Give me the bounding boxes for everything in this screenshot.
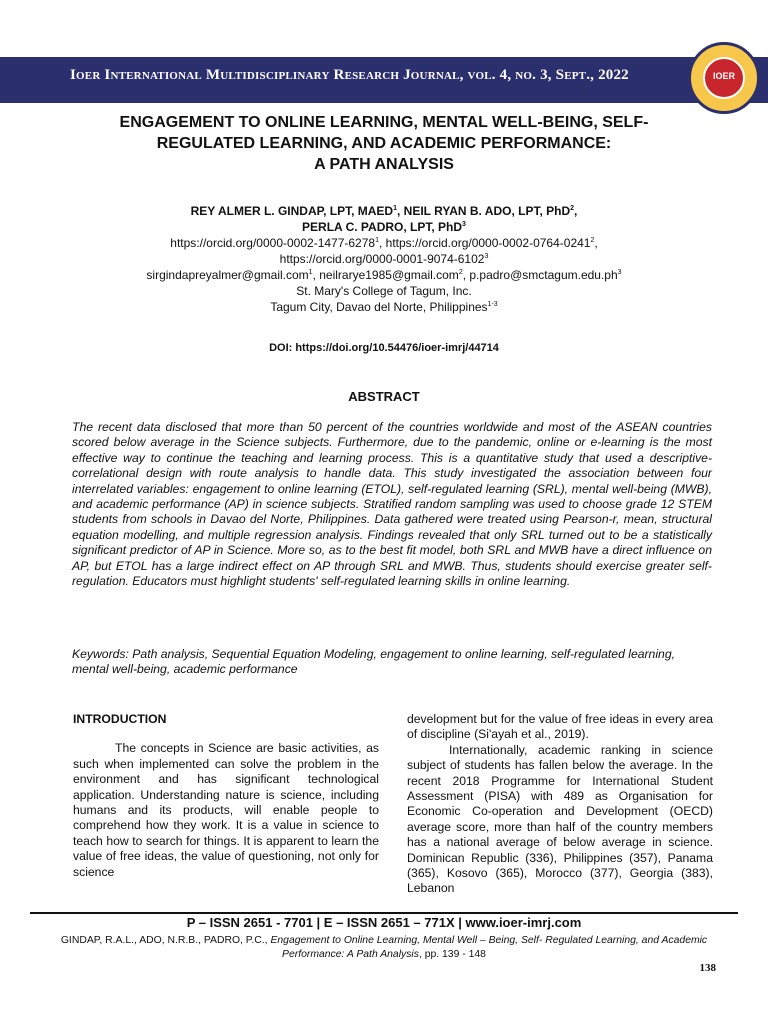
orcid-line-2: https://orcid.org/0000-0001-9074-6102$^3$ [279, 252, 489, 266]
location: Tagum City, Davao del Norte, Philippines$^{1-3}$ [270, 300, 498, 314]
paper-title [60, 112, 708, 175]
intro-paragraph-1-continued: development but for the value of free ideas in every area of discipline (Si'ayah et al., 2019). [407, 712, 713, 742]
issn-line: P – ISSN 2651 - 7701 | E – ISSN 2651 – 771X | www.ioer-imrj.com [186, 915, 582, 930]
journal-title: Ioer International Multidisciplinary Research Journal, vol. 4, no. 3, Sept., 2022 [70, 67, 629, 83]
email-link-1[interactable]: sirgindapreyalmer@gmail.com [146, 268, 309, 282]
author-block [40, 203, 728, 315]
title-line-3: A PATH ANALYSIS [314, 156, 454, 173]
orcid-link-2[interactable]: https://orcid.org/0000-0002-0764-0241 [385, 236, 591, 250]
email-line: sirgindapreyalmer@gmail.com$^1$, neilrarye1985@gmail.com$^2$, $p.padro@smctagum.edu.ph^3$ [146, 268, 622, 282]
title-line-2: REGULATED LEARNING, AND ACADEMIC PERFORMANCE: [156, 135, 612, 152]
title-line-1: ENGAGEMENT TO ONLINE LEARNING, MENTAL WELL-BEING, SELF- [119, 114, 649, 131]
author-line-1: REY ALMER L. GINDAP, LPT, MAED$^1$, NEIL RYAN B. ADO, LPT, PhD$^2$, [190, 204, 578, 218]
keywords: Keywords: Path analysis, Sequential Equation Modeling, engagement to online learning, self-regulated learning, mental well-being, academic performance [72, 647, 675, 677]
intro-paragraph-1: The concepts in Science are basic activities, as such when implemented can solve the problem in the environment and has significant technological application. Understanding nature is science, including humans and its products, will enable people to comprehend how they work. It is a value in science to teach how to search for things. It is apparent to learn the value of free ideas, the value of questioning, not only for science [73, 741, 379, 879]
institution: St. Mary's College of Tagum, Inc. [296, 284, 472, 298]
abstract-heading: ABSTRACT [348, 389, 420, 404]
footer-divider [30, 912, 738, 914]
abstract-body: The recent data disclosed that more than 50 percent of the countries worldwide and most of the ASEAN countries scored below average in the Science subjects. Furthermore, due to the pandemic, online or e-learning is the most effective way to continue the teaching and learning process. This is a quantitative study that used a descriptive-correlational design with route analysis to handle data. This study investigated the association between four interrelated variables: engagement to online learning (ETOL), self-regulated learning (SRL), mental well-being (MWB), and academic performance (AP) in science subjects. Stratified random sampling was used to choose grade 12 STEM students from schools in Davao del Norte, Philippines. Data gathered were treated using Pearson-r, mean, structural equation modelling, and multiple regression analysis. Findings revealed that only SRL turned out to be a statistically significant predictor of AP in Science. More so, as to the best fit model, both SRL and MWB have a direct influence on AP, but ETOL has a large indirect effect on AP through SRL and MWB. Thus, students should exercise greater self-regulation. Educators must highlight students' self-regulated learning skills in online learning. [72, 420, 712, 589]
orcid-link-3[interactable]: https://orcid.org/0000-0001-9074-6102 [279, 252, 485, 266]
email-link-3[interactable]: , p.padro@smctagum.edu.ph [462, 268, 618, 282]
introduction-heading: INTRODUCTION [73, 712, 167, 726]
column-left [73, 712, 379, 880]
column-right [407, 712, 713, 897]
citation-line: GINDAP, R.A.L., ADO, N.R.B., PADRO, P.C., Engagement to Online Learning, Mental Well – Being, Self- Regulated Learning, and Academic Performance: A Path Analysis, pp. 139 - 148 [60, 935, 708, 960]
orcid-line-1: https://orcid.org/0000-0002-1477-6278$^1$, https://orcid.org/0000-0002-0764-0241$^2$, [170, 236, 598, 250]
logo-text: IOER [712, 71, 735, 81]
email-link-2[interactable]: , neilrarye1985@gmail.com [312, 268, 459, 282]
logo-seal [703, 57, 745, 99]
journal-logo-icon [688, 42, 760, 114]
intro-paragraph-2: Internationally, academic ranking in science subject of students has fallen below the average. In the recent 2018 Programme for International Student Assessment (PISA) with 489 as Organisation for Economic Co-operation and Development (OECD) average score, more than half of the country members has a national average of below average in science. Dominican Republic (336), Philippines (357), Panama (365), Kosovo (365), Morocco (377), Georgia (383), Lebanon [407, 742, 713, 896]
doi-link[interactable]: DOI: https://doi.org/10.54476/ioer-imrj/44714 [269, 342, 499, 354]
orcid-link-1[interactable]: https://orcid.org/0000-0002-1477-6278 [170, 236, 376, 250]
author-line-2: PERLA C. PADRO, LPT, PhD$^3$ [302, 220, 466, 234]
page-number: 138 [699, 962, 716, 974]
